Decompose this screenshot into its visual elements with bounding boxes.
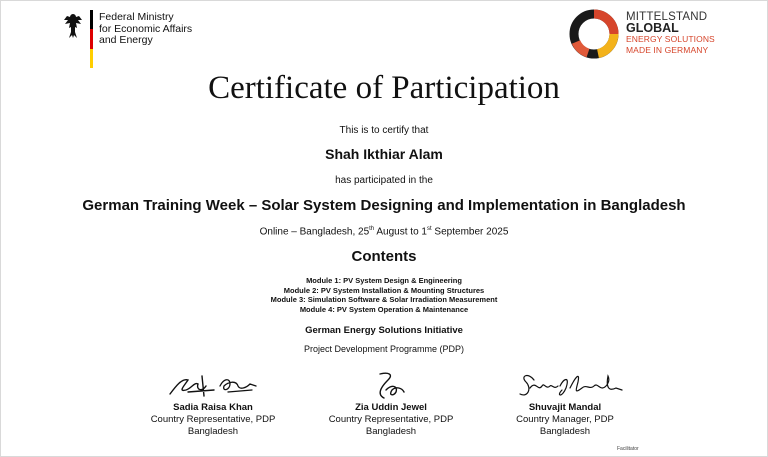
signatory-role: Country Representative, PDP: [150, 414, 276, 425]
certify-text: This is to certify that: [339, 125, 429, 136]
logo-line-global: GLOBAL: [626, 21, 679, 35]
participated-text: has participated in the: [335, 175, 433, 186]
mittelstand-ring-icon: [568, 8, 620, 60]
program-title: German Training Week – Solar System Designing and Implementation in Bangladesh: [82, 197, 686, 214]
logo-tagline-2: MADE IN GERMANY: [626, 45, 709, 55]
signature-1: [158, 368, 268, 402]
signatory-name: Shuvajit Mandal: [528, 402, 602, 413]
initiative-name: German Energy Solutions Initiative: [305, 325, 463, 336]
contents-heading: Contents: [351, 248, 417, 265]
signatory-2: [306, 368, 476, 438]
logo-tagline-1: ENERGY SOLUTIONS: [626, 34, 715, 44]
module-item: Module 1: PV System Design & Engineering: [306, 276, 462, 285]
facilitator-label: Facilitator: [617, 446, 639, 452]
signatory-3: [480, 368, 650, 438]
signatory-1: [128, 368, 298, 438]
ministry-name: Federal Ministry for Economic Affairs and Energy: [99, 11, 193, 46]
signatory-name: Zia Uddin Jewel: [355, 402, 427, 413]
module-item: Module 2: PV System Installation & Mounting Structures: [283, 285, 485, 295]
modules-list: [0, 276, 768, 314]
certificate-title: Certificate of Participation: [208, 70, 560, 106]
signature-3: [490, 368, 640, 402]
german-flag-bar: [90, 10, 93, 68]
module-item: Module 4: PV System Operation & Maintenance: [299, 304, 469, 314]
module-item: Module 3: Simulation Software & Solar Irradiation Measurement: [270, 295, 498, 304]
logo-line-mittelstand: MITTELSTAND: [626, 11, 708, 23]
recipient-name: Shah Ikthiar Alam: [325, 146, 443, 162]
signatory-role: Country Representative, PDP: [328, 414, 454, 425]
signatory-name: Sadia Raisa Khan: [173, 402, 253, 413]
ministry-logo: [62, 10, 192, 68]
federal-eagle-icon: [62, 12, 84, 40]
signatory-location: Bangladesh: [187, 426, 239, 437]
mittelstand-global-logo: [568, 8, 715, 60]
signatory-location: Bangladesh: [365, 426, 417, 437]
signatory-role: Country Manager, PDP: [516, 414, 614, 425]
signatory-location: Bangladesh: [539, 426, 591, 437]
program-dates: Online – Bangladesh, 25th August to 1st September 2025: [259, 226, 509, 238]
programme-name: Project Development Programme (PDP): [303, 344, 465, 354]
signature-2: [336, 368, 446, 402]
